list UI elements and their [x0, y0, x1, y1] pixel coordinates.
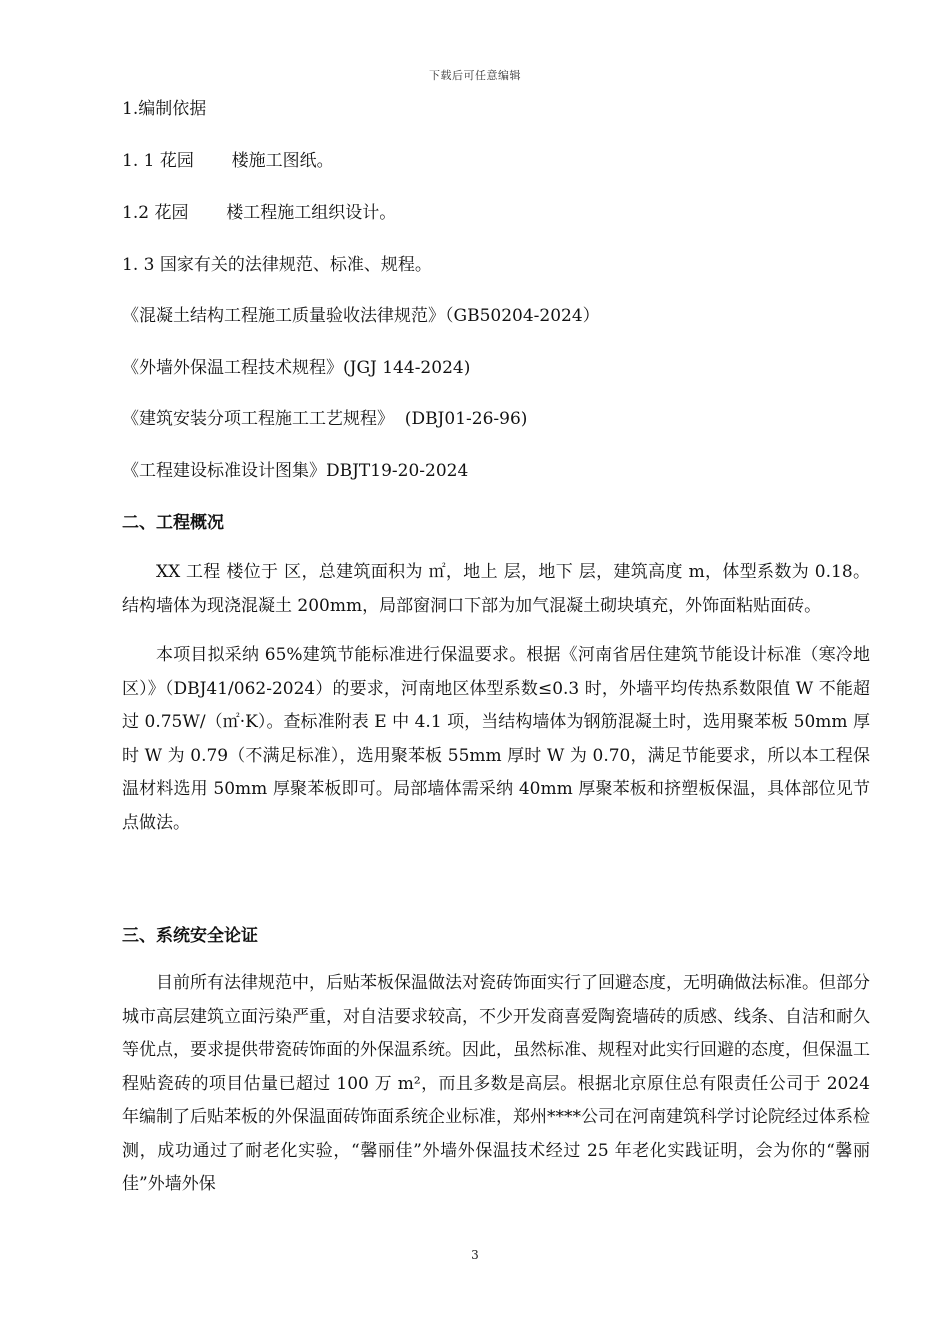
basis-item-3: 1. 3 国家有关的法律规范、标准、规程。: [122, 255, 432, 275]
section-2-body: [122, 556, 870, 840]
section-1-title: 1.编制依据: [122, 99, 207, 119]
section-3-title: 三、系统安全论证: [122, 926, 258, 946]
reference-1: 《混凝土结构工程施工质量验收法律规范》（GB50204-2024）: [122, 306, 600, 326]
reference-3: 《建筑安装分项工程施工工艺规程》 (DBJ01-26-96): [122, 409, 528, 429]
basis-item-1: 1. 1 花园 楼施工图纸。: [122, 151, 334, 171]
project-overview-paragraph: XX 工程 楼位于 区，总建筑面积为 ㎡，地上 层，地下 层，建筑高度 m，体型系数为 0.18。结构墙体为现浇混凝土 200mm，局部窗洞口下部为加气混凝土砌块填充，外饰面粘贴面砖。: [122, 562, 870, 616]
section-2-title: 二、工程概况: [122, 513, 224, 533]
energy-standard-paragraph: 本项目拟采纳 65%建筑节能标准进行保温要求。根据《河南省居住建筑节能设计标准（寒冷地区）》（DBJ41/062-2024）的要求，河南地区体型系数≤0.3 时，外墙平均传热系数限值 W 不能超过 0.75W/（㎡·K）。查标准附表 E 中 4.1 项，当结构墙体为钢筋混凝土时，选用聚苯板 50mm 厚时 W 为 0.79（不满足标准），选用聚苯板 55mm 厚时 W 为 0.70，满足节能要求，所以本工程保温材料选用 50mm 厚聚苯板即可。局部墙体需采纳 40mm 厚聚苯板和挤塑板保温，具体部位见节点做法。: [122, 645, 870, 833]
basis-item-2: 1.2 花园 楼工程施工组织设计。: [122, 203, 397, 223]
page-number: 3: [471, 1248, 479, 1262]
safety-argument-paragraph: 目前所有法律规范中，后贴苯板保温做法对瓷砖饰面实行了回避态度，无明确做法标准。但部分城市高层建筑立面污染严重，对自洁要求较高，不少开发商喜爱陶瓷墙砖的质感、线条、自洁和耐久等优点，要求提供带瓷砖饰面的外保温系统。因此，虽然标准、规程对此实行回避的态度，但保温工程贴瓷砖的项目估量已超过 100 万 m²，而且多数是高层。根据北京原住总有限责任公司于 2024 年编制了后贴苯板的外保温面砖饰面系统企业标准，郑州****公司在河南建筑科学讨论院经过体系检测，成功通过了耐老化实验，“馨丽佳”外墙外保温技术经过 25 年老化实践证明，会为你的“馨丽佳”外墙外保: [122, 973, 870, 1194]
section-3-body: [122, 967, 870, 1202]
reference-4: 《工程建设标准设计图集》DBJT19-20-2024: [122, 461, 469, 481]
reference-2: 《外墙外保温工程技术规程》(JGJ 144-2024): [122, 358, 471, 378]
page-header: 下载后可任意编辑: [429, 69, 521, 82]
